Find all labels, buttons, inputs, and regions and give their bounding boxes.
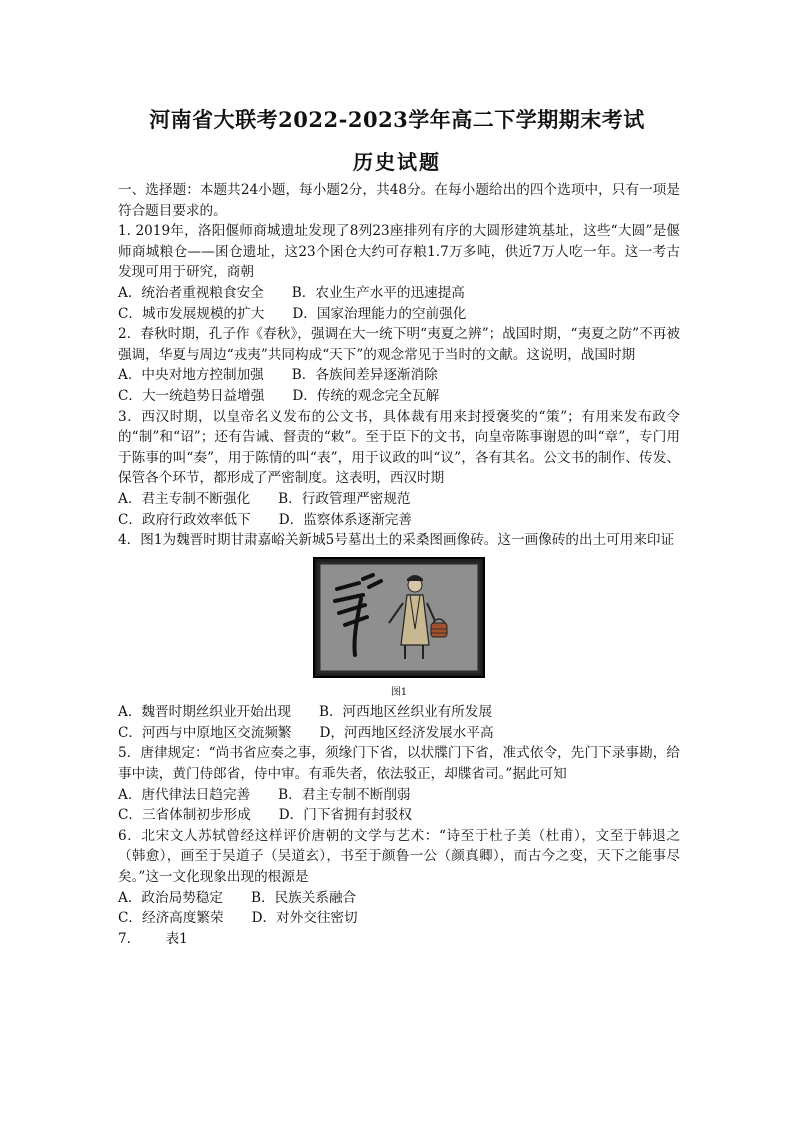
table-label: 表1	[165, 930, 188, 947]
option-d: D．门下省拥有封驳权	[278, 807, 412, 824]
option-row	[118, 888, 680, 909]
question-stem: 1. 2019年，洛阳偃师商城遗址发现了8列23座排列有序的大圆形建筑基址，这些“大圆”是偃师商城粮仓——囷仓遗址，这23个囷仓大约可存粮1.7万多吨，供近7万人吃一年。这一考古发现可用于研究，商朝	[118, 223, 680, 281]
option-c: C．大一统趋势日益增强	[118, 387, 265, 404]
option-row	[118, 723, 680, 744]
brick-painting-illustration	[315, 559, 483, 676]
question-7	[118, 929, 680, 950]
option-b: B．行政管理严密规范	[278, 490, 411, 507]
option-row	[118, 386, 680, 407]
question-stem: 3．西汉时期，以皇帝名义发布的公文书，具体裁有用来封授褒奖的“策”；有用来发布政令的“制”和“诏”；还有告诫、督责的“敕”。至于臣下的文书，向皇帝陈事谢恩的叫“章”，专门用于陈事的叫“奏”，用于陈情的叫“表”，用于议政的叫“议”，各有其名。公文书的制作、传发、保管各个环节，都形成了严密制度。这表明，西汉时期	[118, 408, 680, 487]
mulberry-picking-brick-image	[313, 557, 485, 678]
option-row	[118, 785, 680, 806]
section-instructions: 一、选择题：本题共24小题，每小题2分，共48分。在每小题给出的四个选项中，只有一项是符合题目要求的。	[118, 182, 680, 219]
option-a: A．政治局势稳定	[118, 889, 223, 906]
option-c: C．河西与中原地区交流频繁	[118, 724, 292, 741]
brick-surface	[319, 563, 479, 672]
option-b: B．君主专制不断削弱	[278, 786, 411, 803]
question-5	[118, 743, 680, 825]
option-row	[118, 908, 680, 929]
question-3	[118, 407, 680, 531]
option-row	[118, 365, 680, 386]
question-4	[118, 530, 680, 743]
figure-wrapper	[118, 557, 680, 685]
option-row	[118, 805, 680, 826]
question-stem: 4．图1为魏晋时期甘肃嘉峪关新城5号墓出土的采桑图画像砖。这一画像砖的出土可用来印证	[118, 532, 675, 549]
option-row	[118, 702, 680, 723]
option-d: D．传统的观念完全瓦解	[292, 387, 440, 404]
option-d: D，河西地区经济发展水平高	[319, 724, 494, 741]
option-a: A．统治者重视粮食安全	[118, 284, 264, 301]
option-c: C．政府行政效率低下	[118, 511, 251, 528]
option-b: B．民族关系融合	[250, 889, 357, 906]
question-6	[118, 826, 680, 929]
figure-caption: 图1	[390, 687, 408, 699]
option-d: D．对外交往密切	[251, 910, 358, 927]
option-row	[118, 510, 680, 531]
option-a: A．中央对地方控制加强	[118, 367, 264, 384]
option-b: B．河西地区丝织业有所发展	[318, 704, 493, 721]
option-b: B．各族间差异逐渐消除	[291, 367, 438, 384]
option-b: B．农业生产水平的迅速提高	[291, 284, 465, 301]
option-a: A．魏晋时期丝织业开始出现	[118, 704, 291, 721]
exam-subject: 历史试题	[353, 150, 441, 174]
option-row	[118, 283, 680, 304]
option-c: C．经济高度繁荣	[118, 910, 224, 927]
option-c: C．三省体制初步形成	[118, 807, 251, 824]
option-c: C．城市发展规模的扩大	[118, 305, 265, 322]
option-a: A．唐代律法日趋完善	[118, 786, 251, 803]
question-stem: 6．北宋文人苏轼曾经这样评价唐朝的文学与艺术：“诗至于杜子美（杜甫），文至于韩退之（韩愈），画至于吴道子（吴道玄），书至于颜鲁一公（颜真卿），而古今之变，天下之能事尽矣。”这一文化现象出现的根源是	[118, 827, 680, 886]
question-2	[118, 324, 680, 406]
question-stem: 2．春秋时期，孔子作《春秋》，强调在大一统下明“夷夏之辨”；战国时期，“夷夏之防”不再被强调，华夏与周边“戎夷”共同构成“天下”的观念常见于当时的文献。这说明，战国时期	[118, 326, 680, 363]
question-number: 7.	[118, 930, 131, 947]
exam-title: 河南省大联考2022-2023学年高二下学期期末考试	[149, 107, 645, 132]
option-d: D．监察体系逐渐完善	[278, 511, 412, 528]
option-row	[118, 304, 680, 325]
question-stem: 5．唐律规定：“尚书省应奏之事，须缘门下省，以状牒门下省，准式依令，先门下录事勘，给事中读，黄门侍郎省，侍中审。有乖失者，依法驳正，却牒省司。”据此可知	[118, 745, 680, 783]
exam-body	[118, 180, 680, 949]
question-1	[118, 221, 680, 324]
option-row	[118, 489, 680, 510]
option-d: D．国家治理能力的空前强化	[292, 305, 467, 322]
option-a: A．君主专制不断强化	[118, 490, 251, 507]
